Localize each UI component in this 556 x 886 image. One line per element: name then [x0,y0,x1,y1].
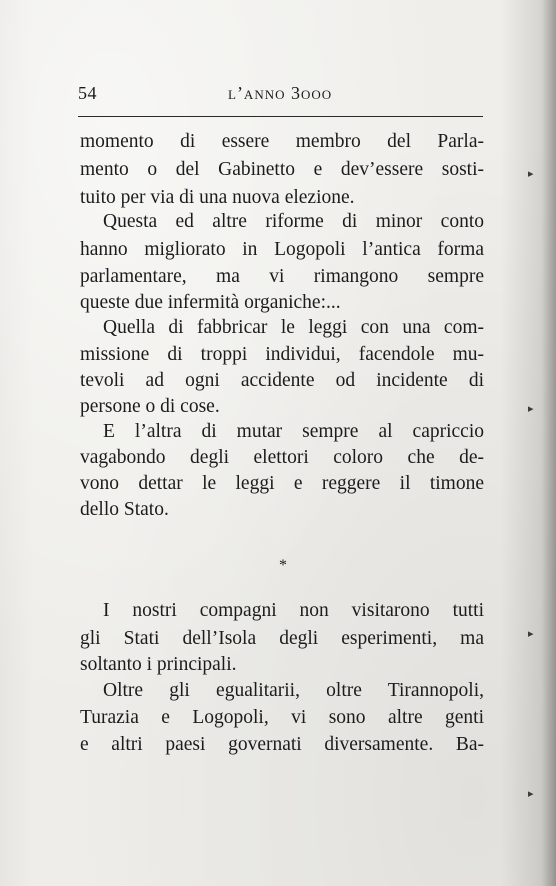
running-head: l’anno 3ooo [228,83,333,103]
margin-arrow-icon: ▸ [528,402,534,415]
paragraph-start-line: Quella di fabbricar le leggi con una com- [103,317,484,338]
text-line: gli Stati dell’Isola degli esperimenti, ma [80,628,484,649]
section-separator: * [279,557,287,574]
text-line: momento di essere membro del Parla- [80,131,484,152]
text-line: hanno migliorato in Logopoli l’antica forma [80,239,484,260]
margin-arrow-icon: ▸ [528,627,534,640]
text-line: persone o di cose. [80,396,220,417]
header-rule [78,116,483,117]
text-line: missione di troppi individui, facendole mu- [80,344,484,365]
page-header [78,83,483,107]
text-line: tuito per via di una nuova elezione. [80,187,355,208]
text-line: mento o del Gabinetto e dev’essere sosti- [80,159,484,180]
text-line: queste due infermità organiche:... [80,292,341,313]
margin-arrow-icon: ▸ [528,787,534,800]
page-number: 54 [78,83,97,103]
paragraph-start-line: E l’altra di mutar sempre al capriccio [103,421,484,442]
page-edge-shadow [542,0,556,886]
text-line: vagabondo degli elettori coloro che de- [80,447,484,468]
text-line: parlamentare, ma vi rimangono sempre [80,266,484,287]
text-line: soltanto i principali. [80,654,237,675]
text-line: dello Stato. [80,499,169,520]
text-line: Turazia e Logopoli, vi sono altre genti [80,707,484,728]
paragraph-start-line: I nostri compagni non visitarono tutti [103,600,484,621]
text-line: tevoli ad ogni accidente od incidente di [80,370,484,391]
margin-arrow-icon: ▸ [528,167,534,180]
text-line: e altri paesi governati diversamente. Ba- [80,734,484,755]
text-line: vono dettar le leggi e reggere il timone [80,473,484,494]
paragraph-start-line: Oltre gli egualitarii, oltre Tirannopoli, [103,680,484,701]
paragraph-start-line: Questa ed altre riforme di minor conto [103,211,484,232]
